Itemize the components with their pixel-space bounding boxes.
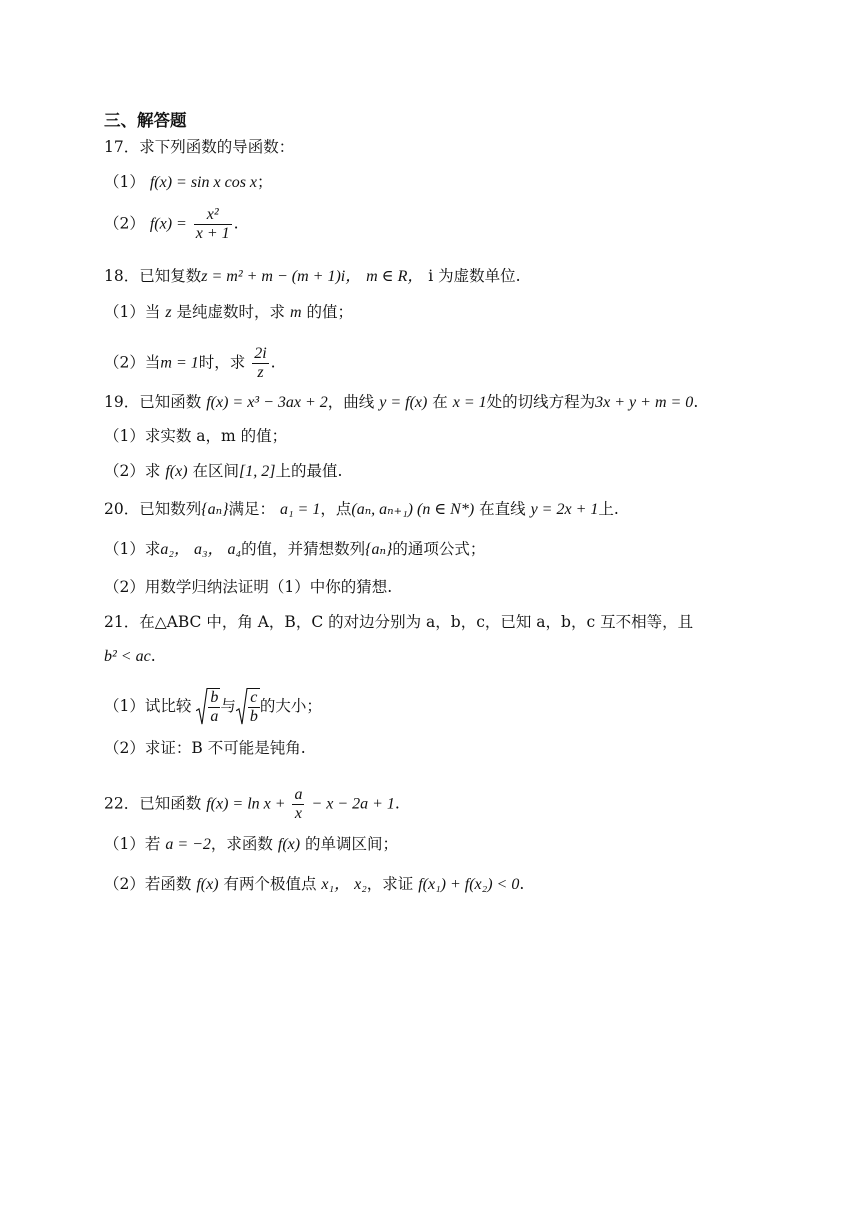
problem-21-stem [104,612,693,632]
problem-number: 17． [104,138,140,156]
math-expression: x = 1 [452,394,487,411]
math-expression: m = 1 [160,354,199,372]
part-label: （1） [104,173,145,191]
problem-text: 已知函数 [139,794,202,813]
problem-text: 在直线 [479,500,526,518]
fraction-numerator: c [250,689,258,706]
problem-number: 20． [104,500,140,518]
math-expression: y = f(x) [379,394,428,411]
part-text: 求证：B 不可能是钝角. [144,739,306,757]
problem-text: 已知函数 [139,393,202,411]
fraction-denominator: z [252,363,268,382]
part-text: ，求函数 [210,835,273,853]
part-text: 当 [144,303,161,321]
part-label: （2） [104,578,145,596]
math-expression: f(x) = x³ − 3ax + 2 [206,394,328,411]
problem-19-part-2 [104,461,342,482]
fraction-denominator: a [210,708,219,725]
problem-19-stem [104,392,698,413]
fraction [194,206,232,243]
fraction [252,345,268,382]
math-expression: x₁， x₂ [321,876,367,893]
problem-22-part-2 [104,874,524,895]
part-text: 试比较 [144,697,192,715]
fraction [292,786,304,823]
math-expression: f(x) = sin x cos x [149,174,258,191]
problem-text: 在 [432,393,448,411]
problem-text: . [693,393,699,411]
math-expression: f(x) [165,463,188,480]
math-expression: {aₙ} [365,541,393,558]
problem-number: 18． [104,267,140,285]
part-text: 的单调区间； [305,835,399,853]
problem-text: 处的切线方程为 [486,393,596,411]
math-expression: [1, 2] [238,463,276,480]
part-text: ，求证 [366,875,414,893]
math-expression: f(x) [196,876,219,893]
math-variable: m [289,304,302,321]
part-tail: . [519,875,525,893]
fraction-numerator: a [294,786,303,803]
problem-17-part-1 [104,172,273,193]
problem-21-part-1 [104,688,322,726]
part-text: 在区间 [192,462,239,480]
part-tail: . [270,353,276,372]
radical-sign-icon [236,688,248,726]
math-expression: 3x + y + m = 0 [595,394,694,411]
part-text: 若 [144,835,161,853]
section-title: 三、解答题 [104,111,187,130]
problem-text: . [394,794,400,813]
math-expression: f(x) = ln x + [206,795,286,813]
part-text: 是纯虚数时，求 [176,303,286,321]
fraction-numerator: x² [206,206,219,223]
problem-text: . [150,647,156,665]
part-text: 求 [144,540,161,558]
fraction-numerator: b [210,689,219,706]
math-expression: f(x) [277,836,301,853]
math-expression: y = 2x + 1 [530,501,599,518]
problem-20-stem [104,499,619,520]
math-expression: (aₙ, aₙ₊₁) (n ∈ N*) [351,501,475,518]
problem-20-part-1 [104,539,485,560]
problem-22-stem [104,786,400,823]
part-label: （2） [104,214,145,233]
math-expression: a = −2 [165,836,211,853]
problem-text: 已知复数 [139,267,202,285]
part-text: 的值，并猜想数列 [241,540,366,558]
part-label: （1） [104,303,145,321]
problem-21-part-2 [104,738,306,758]
problem-20-part-2 [104,577,392,597]
math-expression: a₁ = 1 [279,501,321,518]
part-text: 的值； [306,303,353,321]
part-text: 的通项公式； [392,540,486,558]
math-expression: f(x) = [149,215,187,233]
problem-21-stem-cont [104,646,156,667]
part-text: 当 [144,353,161,372]
part-tail: . [233,214,239,233]
fraction-numerator: 2i [254,345,267,362]
part-text: 求 [144,462,161,480]
part-label: （2） [104,353,145,372]
math-expression: m ∈ R， [366,268,424,285]
problem-18-part-2 [104,345,276,382]
problem-19-part-1 [104,426,287,446]
problem-text: i 为虚数单位. [428,267,521,285]
part-label: （1） [104,835,145,853]
radical-sign-icon [196,688,208,726]
math-expression: f(x₁) + f(x₂) < 0 [418,876,520,893]
problem-18-part-1 [104,302,353,323]
problem-17-stem [104,137,294,157]
part-label: （2） [104,875,145,893]
problem-22-part-1 [104,834,398,855]
problem-number: 21． [104,613,140,631]
math-expression: − x − 2a + 1 [311,795,395,813]
problem-17-part-2 [104,206,239,243]
problem-text: ，曲线 [327,393,375,411]
square-root [196,688,220,726]
problem-text: 已知数列 [139,500,202,518]
part-text: 若函数 [144,875,192,893]
part-text: 有两个极值点 [223,875,317,893]
problem-number: 22． [104,794,140,813]
part-text: 用数学归纳法证明（1）中你的猜想. [144,578,393,596]
part-label: （1） [104,697,145,715]
problem-text: ，点 [320,500,352,518]
problem-18-stem [104,266,521,287]
fraction-denominator: x [292,804,304,823]
math-expression: {aₙ} [201,501,229,518]
part-text: 与 [220,697,236,715]
problem-number: 19． [104,393,140,411]
problem-text: 满足： [228,500,276,518]
square-root [236,688,260,726]
part-label: （1） [104,540,145,558]
part-text: 时，求 [198,353,246,372]
part-label: （2） [104,739,145,757]
math-expression: b² < ac [104,648,151,665]
problem-text: 求下列函数的导函数： [139,138,295,156]
problem-text: 在△ABC 中，角 A，B，C 的对边分别为 a，b，c，已知 a，b，c 互不相等，且 [139,613,694,631]
part-label: （1） [104,427,145,445]
part-tail: ； [257,173,273,191]
part-text: 求实数 a，m 的值； [144,427,288,445]
math-variable: z [165,304,172,321]
problem-text: 上. [598,500,619,518]
math-expression: z = m² + m − (m + 1)i， [201,268,362,285]
part-text: 上的最值. [275,462,343,480]
math-expression: a₂， a₃， a₄ [160,541,242,558]
part-label: （2） [104,462,145,480]
fraction-denominator: x + 1 [195,225,230,242]
fraction-denominator: b [249,708,258,725]
part-text: 的大小； [259,697,322,715]
